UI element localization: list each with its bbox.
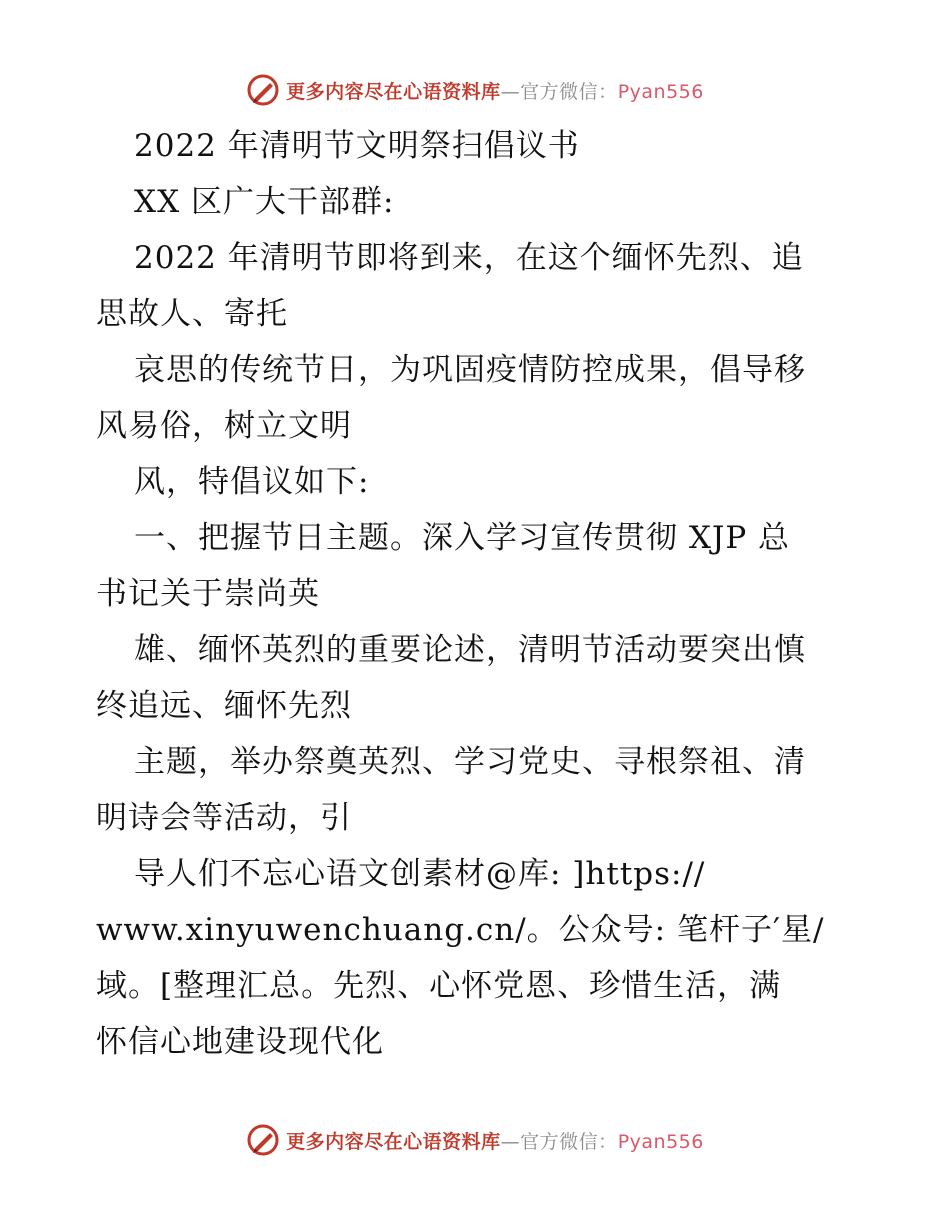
- watermark-brand: 更多内容尽在心语资料库: [286, 80, 501, 103]
- document-line: 雄、缅怀英烈的重要论述，清明节活动要突出慎: [134, 632, 806, 668]
- document-line: 书记关于崇尚英: [96, 576, 320, 612]
- document-line: 导人们不忘心语文创素材@库: ]https://: [134, 856, 706, 892]
- pen-logo-icon: [246, 1123, 280, 1157]
- document-body: [96, 118, 866, 1070]
- watermark-dash: —: [500, 1130, 521, 1153]
- watermark-wechat-id: Pyan556: [617, 1130, 704, 1153]
- watermark-brand: 更多内容尽在心语资料库: [286, 1130, 501, 1153]
- document-line: 哀思的传统节日，为巩固疫情防控成果，倡导移: [134, 352, 806, 388]
- document-line: 终追远、缅怀先烈: [96, 688, 352, 724]
- document-line: 域。[整理汇总。先烈、心怀党恩、珍惜生活，满: [96, 968, 782, 1004]
- document-line: XX 区广大干部群:: [134, 184, 395, 220]
- document-line: www.xinyuwenchuang.cn/。公众号: 笔杆子′星/: [96, 912, 825, 948]
- watermark-wechat-label: 官方微信：: [520, 80, 618, 103]
- watermark-text: [286, 77, 704, 104]
- document-line: 主题，举办祭奠英烈、学习党史、寻根祭祖、清: [134, 744, 806, 780]
- document-line: 一、把握节日主题。深入学习宣传贯彻 XJP 总: [134, 520, 791, 556]
- watermark-dash: —: [500, 80, 521, 103]
- document-line: 怀信心地建设现代化: [96, 1024, 384, 1060]
- document-line: 风易俗，树立文明: [96, 408, 352, 444]
- document-line: 风，特倡议如下:: [134, 464, 370, 500]
- watermark-banner-bottom: [0, 1118, 950, 1162]
- watermark-wechat-label: 官方微信：: [520, 1130, 618, 1153]
- watermark-wechat-id: Pyan556: [617, 80, 704, 103]
- pen-logo-icon: [246, 73, 280, 107]
- watermark-banner-top: [0, 68, 950, 112]
- document-line: 思故人、寄托: [96, 296, 288, 332]
- document-line: 明诗会等活动，引: [96, 800, 352, 836]
- watermark-text: [286, 1127, 704, 1154]
- document-line: 2022 年清明节即将到来，在这个缅怀先烈、追: [134, 240, 804, 276]
- document-line: 2022 年清明节文明祭扫倡议书: [134, 128, 580, 164]
